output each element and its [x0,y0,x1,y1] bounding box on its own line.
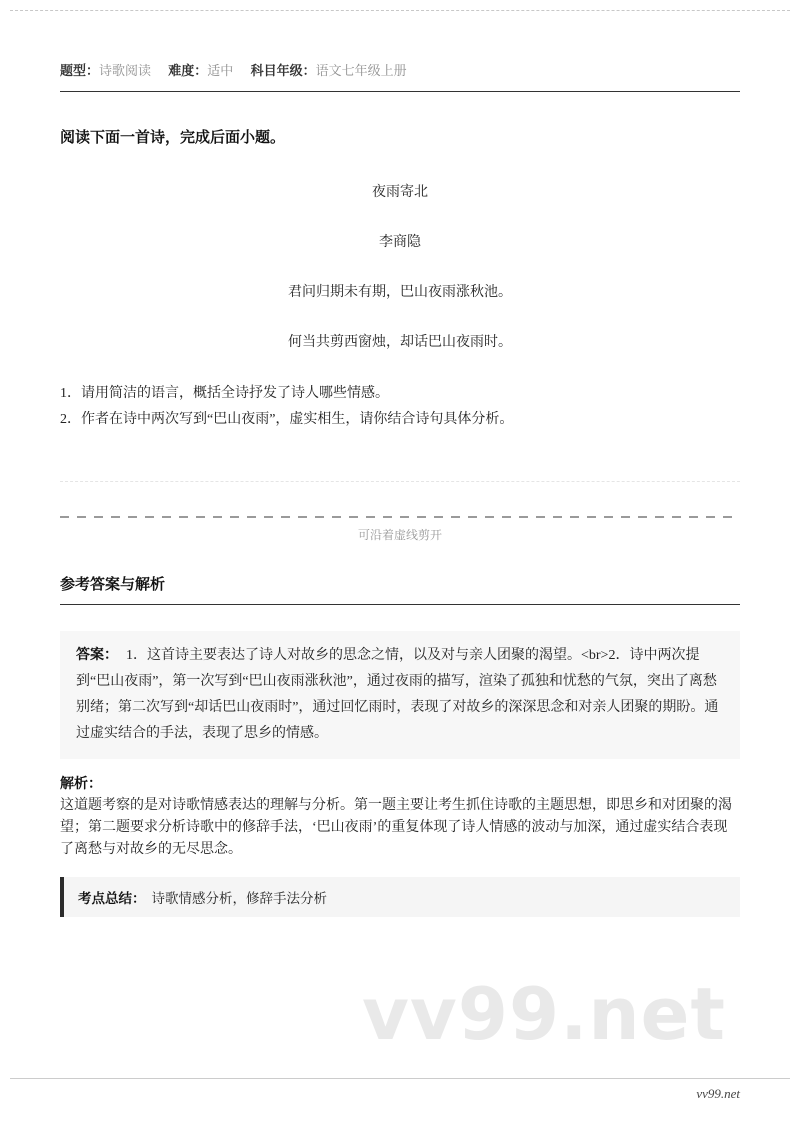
summary-label: 考点总结： [78,891,146,906]
answer-block [60,631,740,759]
poem-line: 君问归期未有期，巴山夜雨涨秋池。 [288,285,512,300]
meta-label: 难度： [168,63,208,78]
question-item-1: 1．请用简洁的语言，概括全诗抒发了诗人哪些情感。 [60,386,389,401]
meta-value: 语文七年级上册 [315,63,407,78]
poem [60,181,740,351]
site-watermark: vv99.net [362,972,726,1056]
cut-line-dashed [60,516,740,518]
footer-site-text: vv99.net [696,1086,740,1101]
meta-label: 科目年级： [250,63,316,78]
summary-text: 诗歌情感分析，修辞手法分析 [151,891,327,906]
question-item-2: 2．作者在诗中两次写到“巴山夜雨”，虚实相生，请你结合诗句具体分析。 [60,412,514,427]
reading-instruction: 阅读下面一首诗，完成后面小题。 [60,130,286,146]
meta-field-difficulty [168,63,236,78]
poem-title: 夜雨寄北 [372,185,428,200]
meta-row [60,60,740,92]
answer-text: 1．这首诗主要表达了诗人对故乡的思念之情，以及对与亲人团聚的渴望。<br>2．诗中两次提到“巴山夜雨”，第一次写到“巴山夜雨涨秋池”，通过夜雨的描写，渲染了孤独和忧愁的气氛，突出了离愁别绪；第二次写到“却话巴山夜雨时”，通过回忆雨时，表现了对故乡的深深思念和对亲人团聚的期盼。通过虚实结合的手法，表现了思乡的情感。 [76,648,719,741]
analysis-text: 这道题考察的是对诗歌情感表达的理解与分析。第一题主要让考生抓住诗歌的主题思想，即思乡和对团聚的渴望；第二题要求分析诗歌中的修辞手法，‘巴山夜雨’的重复体现了诗人情感的波动与加深，通过虚实结合表现了离愁与对故乡的无尽思念。 [60,798,732,857]
answer-label: 答案： [76,648,118,663]
question-list [60,381,740,433]
analysis-label: 解析： [60,777,102,792]
poem-line: 何当共剪西窗烛，却话巴山夜雨时。 [288,335,512,350]
key-points-summary-block [60,877,740,917]
cut-line-label: 可沿着虚线剪开 [357,528,442,542]
meta-value: 诗歌阅读 [99,63,152,78]
cut-line-faint [60,481,740,482]
document-content [60,0,740,917]
meta-field-question-type [60,63,154,78]
answers-section-heading: 参考答案与解析 [60,573,740,605]
meta-label: 题型： [60,63,100,78]
meta-value: 适中 [207,63,234,78]
poem-author: 李商隐 [379,235,421,250]
meta-field-subject-grade [251,63,407,78]
footer-divider [10,1078,790,1079]
